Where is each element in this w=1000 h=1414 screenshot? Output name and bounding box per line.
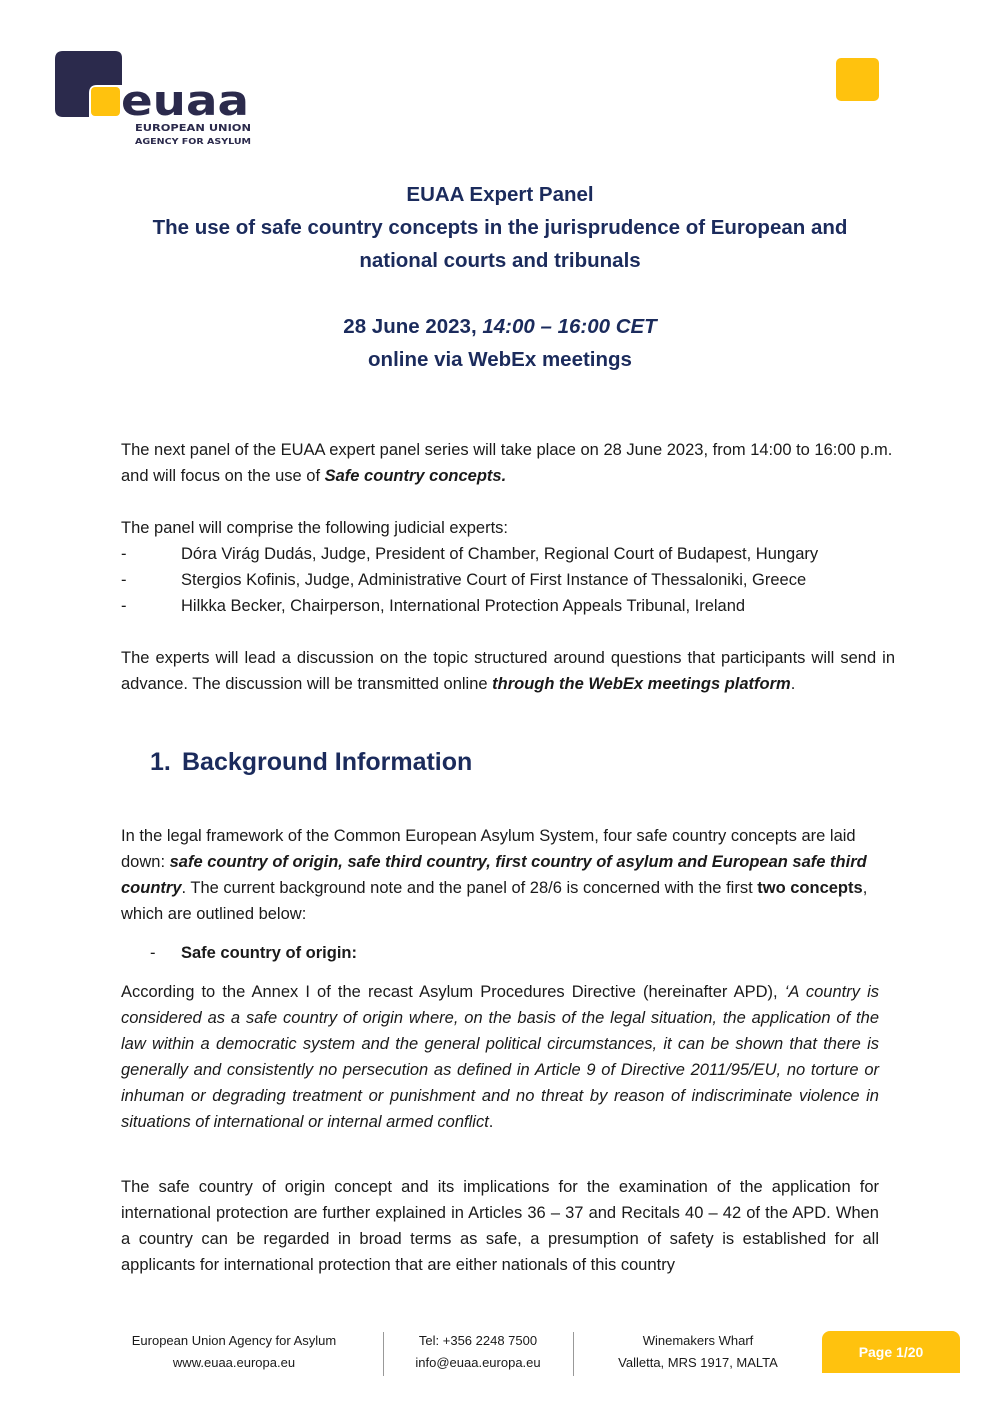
footer-divider bbox=[383, 1332, 384, 1376]
experts-intro: The panel will comprise the following judicial experts: bbox=[121, 519, 509, 537]
footer-web-link[interactable]: www.euaa.europa.eu bbox=[172, 1355, 296, 1370]
annex-text: According to the Annex I of the recast Asylum Procedures Directive (hereinafter APD), bbox=[121, 983, 785, 1001]
logo-wordmark: euaa bbox=[121, 76, 249, 125]
list-dash: - bbox=[121, 597, 127, 615]
intro-text: The next panel of the EUAA expert panel series will take place on 28 June 2023, from 14:00 to 16:00 p.m. and will focus on the use of bbox=[121, 441, 893, 485]
annex-paragraph bbox=[121, 979, 879, 1135]
footer-address-1: Winemakers Wharf bbox=[642, 1333, 754, 1348]
logo-line-1: EUROPEAN UNION bbox=[135, 123, 252, 134]
discussion-paragraph bbox=[121, 645, 895, 697]
event-date-time bbox=[100, 310, 900, 343]
logo-yellow-square bbox=[91, 87, 120, 116]
two-concepts-emphasis: two concepts bbox=[757, 879, 863, 897]
framework-text-3: , which are outlined below: bbox=[121, 879, 868, 923]
framework-text: In the legal framework of the Common European Asylum System, four safe country concepts are laid down: bbox=[121, 827, 856, 871]
discussion-emphasis: through the WebEx meetings platform bbox=[492, 675, 791, 693]
footer-address-column bbox=[598, 1330, 798, 1374]
title-line-2: The use of safe country concepts in the jurisprudence of European and bbox=[152, 216, 848, 239]
intro-emphasis: Safe country concepts. bbox=[324, 467, 507, 485]
experts-list bbox=[121, 541, 895, 619]
discussion-period: . bbox=[790, 675, 796, 693]
section-title: Background Information bbox=[182, 748, 473, 776]
event-venue: online via WebEx meetings bbox=[368, 348, 632, 371]
section-number: 1. bbox=[150, 748, 171, 776]
expert-name: Hilkka Becker, Chairperson, International Protection Appeals Tribunal, Ireland bbox=[181, 597, 746, 615]
expert-name: Dóra Virág Dudás, Judge, President of Chamber, Regional Court of Budapest, Hungary bbox=[181, 545, 819, 563]
footer-contact-column bbox=[393, 1330, 563, 1374]
footer-address-2: Valletta, MRS 1917, MALTA bbox=[618, 1355, 778, 1370]
title-line-3: national courts and tribunals bbox=[359, 249, 641, 272]
footer-divider bbox=[573, 1332, 574, 1376]
event-date: 28 June 2023, bbox=[343, 315, 483, 338]
decorative-corner-square bbox=[836, 58, 879, 101]
framework-text-2: . The current background note and the panel of 28/6 is concerned with the first bbox=[181, 879, 758, 897]
list-dash: - bbox=[121, 571, 127, 589]
event-details bbox=[100, 310, 900, 376]
list-item bbox=[121, 541, 895, 567]
sub-heading-text: Safe country of origin: bbox=[181, 944, 358, 962]
annex-period: . bbox=[488, 1113, 494, 1131]
event-time: 14:00 – 16:00 CET bbox=[482, 315, 657, 338]
footer-org: European Union Agency for Asylum bbox=[131, 1333, 337, 1348]
footer-tel: Tel: +356 2248 7500 bbox=[418, 1333, 538, 1348]
logo-line-2: AGENCY FOR ASYLUM bbox=[135, 137, 252, 146]
sub-heading-row bbox=[150, 940, 879, 966]
page-number-badge: Page 1/20 bbox=[822, 1331, 960, 1373]
sub-heading-dash: - bbox=[150, 944, 156, 962]
title-line-1: EUAA Expert Panel bbox=[406, 183, 594, 206]
euaa-logo bbox=[55, 51, 265, 151]
concept-paragraph: The safe country of origin concept and its implications for the examination of the application for international protection are further explained in Articles 36 – 37 and Recitals 40 – 42 of the APD. When a country can be regarded in broad terms as safe, a presumption of safety is established for all applicants for international protection that are either nationals of this country bbox=[121, 1178, 879, 1274]
discussion-text: The experts will lead a discussion on the topic structured around questions that participants will send in advance. The discussion will be transmitted online bbox=[121, 649, 895, 693]
expert-name: Stergios Kofinis, Judge, Administrative Court of First Instance of Thessaloniki, Greece bbox=[181, 571, 807, 589]
concepts-emphasis: safe country of origin, safe third country, first country of asylum and European safe third country bbox=[121, 853, 867, 897]
document-title bbox=[100, 178, 900, 277]
sub-heading bbox=[150, 940, 879, 966]
annex-quote: ‘A country is considered as a safe country of origin where, on the basis of the legal situation, the application of the law within a democratic system and the general political circumstances, it can be shown that there is generally and consistently no persecution as defined in Article 9 of Directive 2011/95/EU, no torture or inhuman or degrading treatment or punishment and no threat by reason of indiscriminate violence in situations of international or internal armed conflict bbox=[121, 983, 879, 1131]
list-dash: - bbox=[121, 545, 127, 563]
footer-email-link[interactable]: info@euaa.europa.eu bbox=[415, 1355, 541, 1370]
list-item bbox=[121, 593, 895, 619]
section-heading bbox=[150, 748, 472, 777]
footer-org-column bbox=[124, 1330, 344, 1374]
intro-paragraph bbox=[121, 437, 895, 489]
framework-paragraph bbox=[121, 823, 879, 927]
list-item bbox=[121, 567, 895, 593]
